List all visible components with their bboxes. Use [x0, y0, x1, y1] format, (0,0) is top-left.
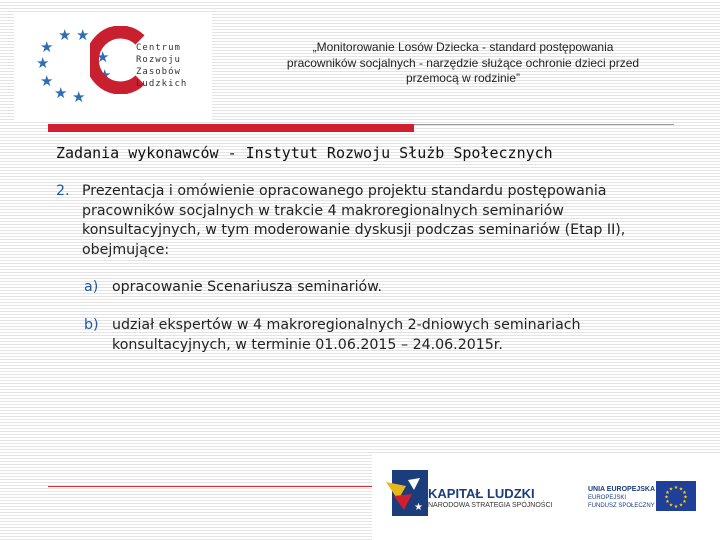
crzl-logo [14, 12, 212, 122]
sub-list-item-text: opracowanie Scenariusza seminariów. [112, 279, 383, 295]
star-icon: ★ [40, 72, 54, 90]
kapital-ludzki-subtitle: NARODOWA STRATEGIA SPÓJNOŚCI [428, 502, 553, 509]
svg-text:★: ★ [683, 494, 688, 501]
section-title: Zadania wykonawców - Instytut Rozwoju Służb Społecznych [56, 144, 553, 162]
list-item-text: Prezentacja i omówienie opracowanego projektu standardu postępowania pracowników socjalnych w trakcie 4 makroregionalnych seminariów konsultacyjnych, w tym moderowanie dyskusji podczas seminariów (Etap II), obejmujące: [82, 183, 626, 258]
logo-line: Ludzkich [136, 79, 188, 89]
header-divider [414, 124, 674, 125]
svg-text:★: ★ [665, 499, 670, 505]
svg-text:★: ★ [668, 486, 674, 493]
header-title-line: „Monitorowanie Losów Dziecka - standard postępowania [312, 40, 614, 54]
star-icon: ★ [76, 26, 90, 44]
list-item [56, 182, 666, 260]
header-title-line: przemocą w rodzinie” [405, 71, 521, 85]
kapital-ludzki-logo-icon [384, 466, 430, 520]
star-icon: ★ [36, 54, 50, 72]
svg-text:★: ★ [668, 502, 674, 509]
eu-text [588, 486, 655, 510]
kapital-ludzki-title: KAPITAŁ LUDZKI [428, 486, 535, 501]
star-icon: ★ [58, 26, 72, 44]
star-icon: ★ [98, 66, 112, 84]
logo-line: Zasobów [136, 67, 181, 77]
svg-text:★: ★ [664, 494, 669, 501]
sub-list-item-label: a) [84, 279, 99, 295]
header-title-line: pracowników socjalnych - narzędzie służące ochronie dzieci przed [286, 55, 640, 70]
sub-list-item [84, 316, 664, 355]
eu-text-line: EUROPEJSKI [588, 495, 627, 501]
svg-text:★: ★ [682, 499, 687, 505]
svg-text:★: ★ [673, 485, 679, 491]
logo-line: Rozwoju [136, 55, 181, 65]
svg-text:★: ★ [678, 502, 684, 509]
sub-list-item [84, 278, 664, 298]
star-icon: ★ [72, 88, 86, 106]
svg-text:★: ★ [665, 490, 670, 496]
header-red-bar [48, 124, 414, 132]
footer-divider [48, 486, 376, 487]
eu-text-line: UNIA EUROPEJSKA [588, 486, 656, 493]
star-icon: ★ [96, 48, 110, 66]
list-item-number: 2. [56, 183, 70, 199]
star-icon: ★ [40, 38, 54, 56]
svg-text:★: ★ [678, 486, 684, 493]
svg-text:★: ★ [673, 504, 679, 510]
sub-list-item-label: b) [84, 317, 99, 333]
star-icon: ★ [54, 84, 68, 102]
svg-text:★: ★ [682, 490, 687, 496]
header-title [256, 40, 670, 87]
eu-flag-icon [656, 481, 696, 511]
sub-list-item-text: udział ekspertów w 4 makroregionalnych 2-dniowych seminariach konsultacyjnych, w terminie 01.06.2015 – 24.06.2015r. [112, 317, 581, 353]
logo-text [136, 42, 187, 90]
svg-text:★: ★ [414, 502, 423, 513]
logo-line: Centrum [136, 43, 181, 53]
eu-text-line: FUNDUSZ SPOŁECZNY [588, 503, 655, 509]
